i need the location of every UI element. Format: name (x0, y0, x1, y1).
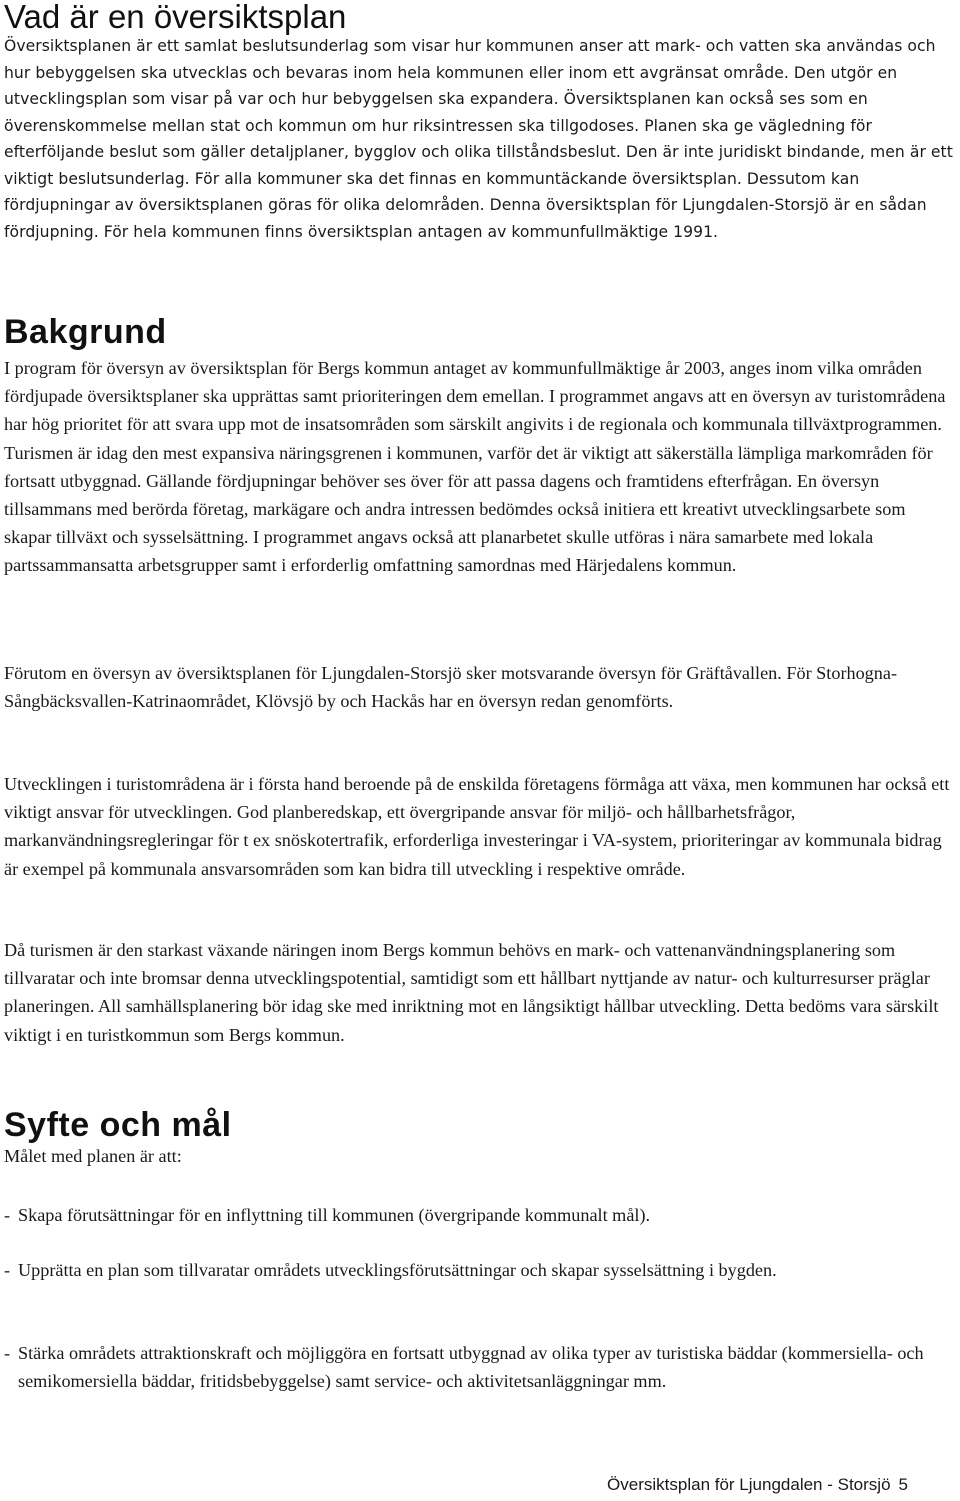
page-number: 5 (898, 1475, 908, 1494)
background-heading: Bakgrund (4, 313, 167, 351)
goal-item (4, 1201, 954, 1229)
background-paragraph-3: Utvecklingen i turistområdena är i första hand beroende på de enskilda företagens förmåga att växa, men kommunen har också ett viktigt ansvar för utvecklingen. God planberedskap, ett övergripande ansvar för miljö- och hållbarhetsfrågor, markanvändningsregleringar för t ex snöskotertrafik, erforderliga investeringar i VA-system, prioriteringar av kommunala bidrag är exempel på kommunala ansvarsområden som kan bidra till utveckling i respektive område. (4, 774, 950, 879)
goal-item-text: Skapa förutsättningar för en inflyttning till kommunen (övergripande kommunalt mål). (18, 1205, 651, 1225)
goal-item (4, 1256, 954, 1284)
bullet-dash: - (4, 1343, 11, 1363)
goals-intro: Målet med planen är att: (4, 1146, 182, 1166)
overview-paragraph: Översiktsplanen är ett samlat beslutsunderlag som visar hur kommunen anser att mark- och vatten ska användas och hur bebyggelsen ska utvecklas och bevaras inom hela kommunen eller inom ett avgränsat område. Den utgör en utvecklingsplan som visar på var och hur bebyggelsen ska expandera. Översiktsplanen kan också ses som en överenskommelse mellan stat och kommun om hur riksintressen ska tillgodoses. Planen ska ge vägledning för efterföljande beslut som gäller detaljplaner, bygglov och olika tillståndsbeslut. Den är inte juridiskt bindande, men är ett viktigt beslutsunderlag. För alla kommuner ska det finnas en kommuntäckande översiktsplan. Dessutom kan fördjupningar av översiktsplanen göras för olika delområden. Denna översiktsplan för Ljungdalen-Storsjö är en sådan fördjupning. För hela kommunen finns översiktsplan antagen av kommunfullmäktige 1991. (4, 37, 953, 241)
bullet-dash: - (4, 1260, 11, 1280)
background-paragraph-2: Förutom en översyn av översiktsplanen för Ljungdalen-Storsjö sker motsvarande översyn för Gräftåvallen. För Storhogna-Sångbäcksvallen-Katrinaområdet, Klövsjö by och Hackås har en översyn redan genomförts. (4, 663, 897, 712)
page-footer (607, 1474, 908, 1496)
goal-item-text: Stärka områdets attraktionskraft och möjliggöra en fortsatt utbyggnad av olika typer av turistiska bäddar (kommersiella- och semikomersiella bäddar, fritidsbebyggelse) samt service- och aktivitetsanläggningar mm. (18, 1343, 924, 1392)
overview-section (4, 0, 954, 245)
background-paragraph-2-block (4, 659, 954, 715)
background-paragraph-1: I program för översyn av översiktsplan för Bergs kommun antaget av kommunfullmäktige år 2003, anges inom vilka områden fördjupade översiktsplaner ska upprättas samt prioriteringen dem emellan. I programmet angavs att en översyn av turistområdena har hög prioritet för att svara upp mot de insatsområden som särskilt angivits i de regionala och kommunala tillväxtprogrammen. Turismen är idag den mest expansiva näringsgrenen i kommunen, varför det är viktigt att säkerställa lämpliga markområden för fortsatt utbyggnad. Gällande fördjupningar behöver ses över för att passa dagens och framtidens efterfrågan. En översyn tillsammans med berörda företag, markägare och andra intressen bedömdes också initiera ett kreativt utvecklingsarbete som skapar tillväxt och sysselsättning. I programmet angavs också att planarbetet skulle utföras i nära samarbete med lokala partssammansatta arbetsgrupper samt i erforderlig omfattning samordnas med Härjedalens kommun. (4, 358, 946, 576)
background-paragraph-3-block (4, 770, 954, 883)
bullet-dash: - (4, 1205, 11, 1225)
goal-item-text: Upprätta en plan som tillvaratar områdets utvecklingsförutsättningar och skapar sysselsättning i bygden. (18, 1260, 777, 1280)
goals-section (4, 1106, 954, 1170)
overview-heading: Vad är en översiktsplan (4, 0, 347, 35)
background-paragraph-4-block (4, 936, 954, 1049)
goals-heading: Syfte och mål (4, 1106, 232, 1144)
background-paragraph-4: Då turismen är den starkast växande näringen inom Bergs kommun behövs en mark- och vattenanvändningsplanering som tillvaratar och inte bromsar denna utvecklingspotential, samtidigt som ett hållbart nyttjande av natur- och kulturresurser präglar planeringen. All samhällsplanering bör idag ske med inriktning mot en långsiktigt hållbar utveckling. Detta bedöms vara särskilt viktigt i en turistkommun som Bergs kommun. (4, 940, 939, 1045)
background-section (4, 313, 954, 580)
goal-item (4, 1339, 954, 1395)
footer-title: Översiktsplan för Ljungdalen - Storsjö (607, 1475, 891, 1494)
